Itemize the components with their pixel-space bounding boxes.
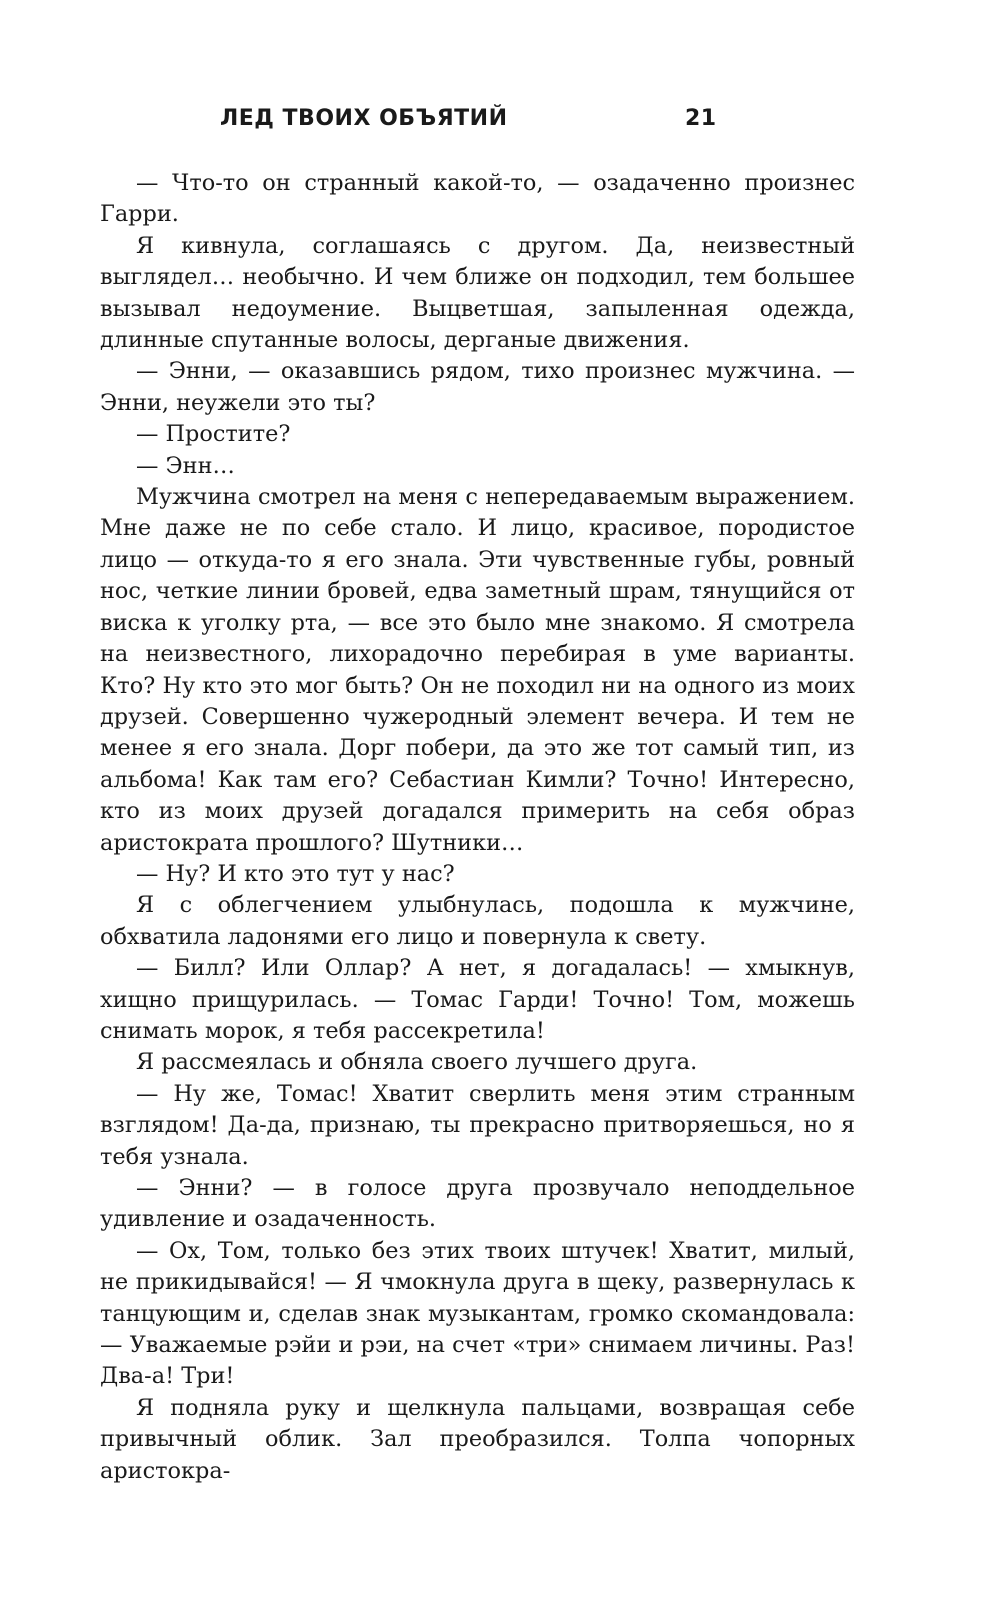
paragraph: — Энн… <box>136 452 235 479</box>
paragraph: Я рассмеялась и обняла своего лучшего друга. <box>136 1049 698 1076</box>
page-number: 21 <box>685 106 717 131</box>
paragraph: — Что-то он странный какой-то, — озадаченно произнес Гарри. <box>100 170 855 228</box>
body-text <box>100 168 855 1487</box>
paragraph: — Ох, Том, только без этих твоих штучек! Хватит, милый, не прикидывайся! — Я чмокнула друга в щеку, развернулась к танцующим и, сделав знак музыкантам, громко скомандовала: — Уважаемые рэйи и рэи, на счет «три» снимаем личины. Раз! Два-а! Три! <box>100 1237 855 1390</box>
paragraph-continued: Я подняла руку и щелкнула пальцами, возвращая себе привычный облик. Зал преобразился. Толпа чопорных аристокра- <box>100 1394 855 1484</box>
running-head <box>100 104 730 138</box>
paragraph: — Ну же, Томас! Хватит сверлить меня этим странным взглядом! Да-да, признаю, ты прекрасно притворяешься, но я тебя узнала. <box>100 1080 855 1170</box>
paragraph: — Билл? Или Оллар? А нет, я догадалась! — хмыкнув, хищно прищурилась. — Томас Гарди! Точно! Том, можешь снимать морок, я тебя рассекретила! <box>100 955 855 1044</box>
paragraph: — Энни? — в голосе друга прозвучало неподдельное удивление и озадаченность. <box>100 1175 855 1233</box>
paragraph: — Энни, — оказавшись рядом, тихо произнес мужчина. — Энни, неужели это ты? <box>100 358 855 416</box>
paragraph: Мужчина смотрел на меня с непередаваемым выражением. Мне даже не по себе стало. И лицо, красивое, породистое лицо — откуда-то я его знала. Эти чувственные губы, ровный нос, четкие линии бровей, едва заметный шрам, тянущийся от виска к уголку рта, — все это было мне знакомо. Я смотрела на неизвестного, лихорадочно перебирая в уме варианты. Кто? Ну кто это мог быть? Он не походил ни на одного из моих друзей. Совершенно чужеродный элемент вечера. И тем не менее я его знала. Дорг побери, да это же тот самый тип, из альбома! Как там его? Себастиан Кимли? Точно! Интересно, кто из моих друзей догадался примерить на себя образ аристократа прошлого? Шутники… <box>100 484 855 856</box>
paragraph: — Ну? И кто это тут у нас? <box>136 860 455 887</box>
paragraph: Я кивнула, соглашаясь с другом. Да, неизвестный выглядел… необычно. И чем ближе он подходил, тем большее вызывал недоумение. Выцветшая, запыленная одежда, длинные спутанные волосы, дерганые движения. <box>100 232 855 354</box>
paragraph: — Простите? <box>136 421 291 448</box>
paragraph: Я с облегчением улыбнулась, подошла к мужчине, обхватила ладонями его лицо и повернула к свету. <box>100 892 855 950</box>
book-title: ЛЕД ТВОИХ ОБЪЯТИЙ <box>220 106 508 131</box>
